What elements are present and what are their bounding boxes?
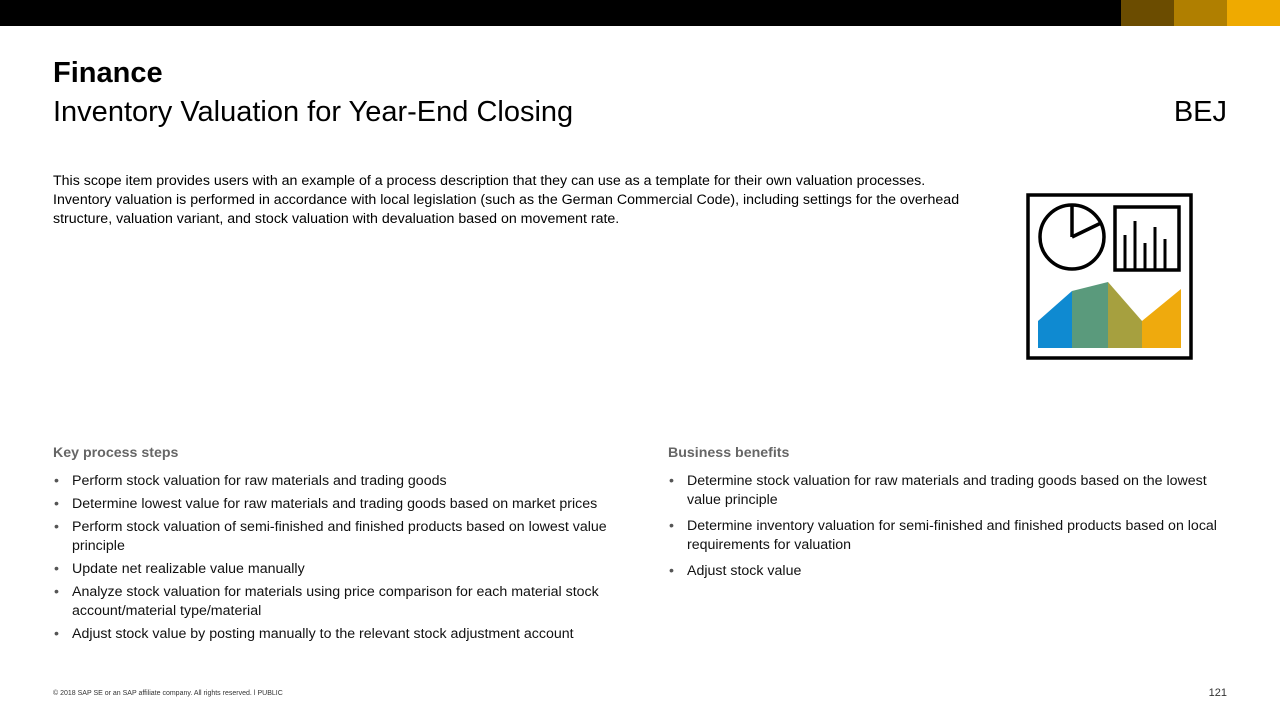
- list-item: • Adjust stock value: [669, 563, 802, 579]
- benefits-heading: Business benefits: [668, 445, 790, 461]
- brand-block-dark: [1121, 0, 1174, 26]
- area-chart-icon: [1038, 282, 1181, 348]
- analytics-dashboard-icon: [1026, 193, 1193, 360]
- list-item: • Adjust stock value by posting manually to the relevant stock adjustment account: [54, 626, 574, 642]
- list-item: • Perform stock valuation of semi-finished and finished products based on lowest value principle: [54, 519, 607, 554]
- brand-block-light: [1227, 0, 1280, 26]
- bullet-icon: •: [669, 518, 674, 534]
- key-steps-list: [53, 472, 613, 644]
- list-item: • Perform stock valuation for raw materials and trading goods: [54, 473, 447, 489]
- page-subtitle: Inventory Valuation for Year-End Closing: [53, 96, 574, 128]
- list-item: • Analyze stock valuation for materials using price comparison for each material stock account/material type/material: [54, 584, 599, 619]
- bar-chart-icon: [1115, 207, 1179, 270]
- bullet-icon: •: [669, 473, 674, 489]
- benefits-list: [668, 472, 1243, 581]
- bullet-icon: •: [54, 561, 59, 577]
- page-title: Finance: [53, 57, 163, 89]
- bullet-icon: •: [54, 519, 59, 535]
- list-item: • Determine lowest value for raw materials and trading goods based on market prices: [54, 496, 598, 512]
- key-process-steps-section: [53, 445, 613, 648]
- list-item: • Update net realizable value manually: [54, 561, 305, 577]
- copyright-footer: © 2018 SAP SE or an SAP affiliate company. All rights reserved. ǀ PUBLIC: [53, 690, 283, 697]
- page-number: 121: [1208, 687, 1227, 699]
- business-benefits-section: [668, 445, 1243, 585]
- scope-description: This scope item provides users with an example of a process description that they can use as a template for their own valuation processes. Inventory valuation is performed in accordance with local legislation (such as the German Commercial Code), including settings for the overhead structure, valuation variant, and stock valuation with devaluation based on movement rate.: [53, 173, 960, 227]
- brand-block-mid: [1174, 0, 1227, 26]
- top-brand-bar: [0, 0, 1280, 26]
- list-item: • Determine stock valuation for raw materials and trading goods based on the lowest value principle: [669, 473, 1207, 508]
- list-item: • Determine inventory valuation for semi-finished and finished products based on local requirements for valuation: [669, 518, 1217, 553]
- bullet-icon: •: [54, 496, 59, 512]
- bullet-icon: •: [669, 563, 674, 579]
- bullet-icon: •: [54, 584, 59, 600]
- bullet-icon: •: [54, 473, 59, 489]
- key-steps-heading: Key process steps: [53, 445, 179, 461]
- bullet-icon: •: [54, 626, 59, 642]
- scope-item-code: BEJ: [1173, 96, 1227, 128]
